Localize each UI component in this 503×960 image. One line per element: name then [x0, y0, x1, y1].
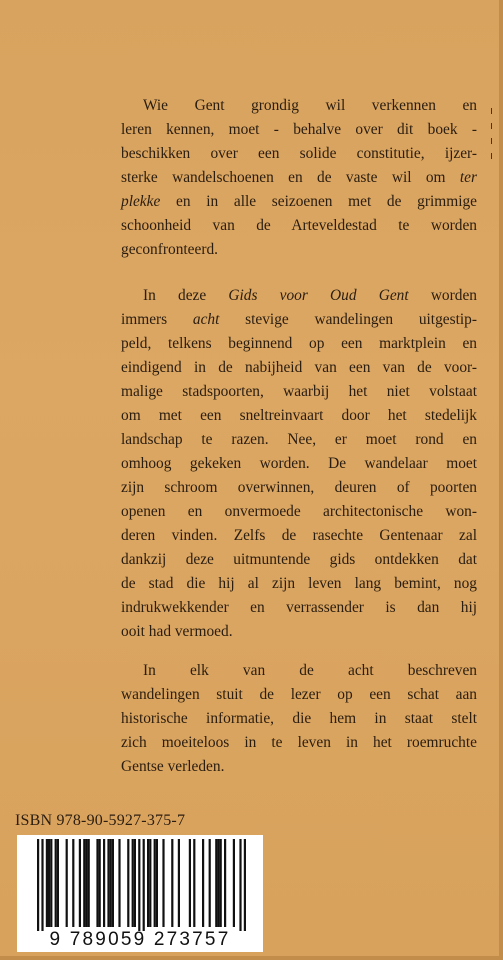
barcode-bar	[233, 839, 235, 927]
barcode-bar	[154, 839, 156, 927]
blurb-line: geconfronteerd.	[121, 241, 218, 258]
blurb-line: deren vinden. Zelfs de rasechte Gentenaar zal	[121, 527, 477, 544]
barcode-bar	[85, 839, 87, 927]
cover-edge-right	[499, 0, 503, 960]
barcode-bar	[239, 839, 241, 931]
isbn-label: ISBN 978-90-5927-375-7	[15, 812, 186, 829]
barcode-bar	[143, 839, 145, 931]
barcode-bar	[41, 839, 43, 931]
barcode-bar	[217, 839, 219, 927]
barcode-bar	[57, 839, 59, 927]
blurb-line: ooit had vermoed.	[121, 623, 233, 640]
barcode-bar	[156, 839, 158, 927]
blurb-line: wandelingen stuit de lezer op een schat aan	[121, 686, 477, 703]
blurb-text: sterke wandelschoenen en de vaste wil om	[121, 169, 446, 186]
blurb-line: Wie Gent grondig wil verkennen en	[143, 97, 477, 114]
blurb-text: en in alle seizoenen met de grimmige	[176, 193, 477, 210]
blurb-line: zich moeiteloos in te leven in het roemruchte	[121, 734, 477, 751]
blurb-text: immers	[121, 311, 168, 328]
blurb-line: schoonheid van de Arteveldestad te worden	[121, 217, 477, 234]
blurb-line: dankzij deze uitmuntende gids ontdekken dat	[121, 551, 477, 568]
blurb-text: stevige wandelingen uitgestip-	[245, 311, 477, 328]
blurb-line: historische informatie, die hem in staat stelt	[121, 710, 477, 727]
barcode-bar	[178, 839, 180, 927]
barcode-bar	[46, 839, 48, 927]
barcode-bar	[110, 839, 112, 927]
barcode-bar	[171, 839, 173, 927]
spine-tick-marks	[490, 108, 494, 168]
blurb-line	[121, 308, 477, 332]
blurb-line: malige stadspoorten, waarbij het niet volstaat	[121, 383, 477, 400]
blurb-paragraph-3	[121, 659, 477, 779]
barcode-bar	[134, 839, 136, 927]
barcode-bar	[162, 839, 164, 927]
barcode-bar	[72, 839, 74, 927]
barcode-bar	[37, 839, 39, 931]
blurb-italic-plekke: plekke	[121, 193, 161, 210]
barcode-digits: 9 789059 273757	[49, 929, 231, 950]
barcode-bar	[189, 839, 191, 927]
barcode-bar	[66, 839, 68, 927]
barcode-bar	[112, 839, 114, 927]
blurb-line: Gentse verleden.	[121, 758, 225, 775]
barcode	[17, 835, 263, 952]
blurb-line: eindigend in de nabijheid van een van de voor-	[121, 359, 477, 376]
barcode-bar	[138, 839, 140, 931]
barcode-bar	[215, 839, 217, 927]
barcode-bar	[118, 839, 120, 927]
barcode-bar	[79, 839, 81, 927]
blurb-line: om met een sneltreinvaart door het stedelijk	[121, 407, 477, 424]
blurb-line: openen en onvermoede architectonische won-	[121, 503, 477, 520]
blurb-line: peld, telkens beginnend op een marktplein en	[121, 335, 477, 352]
blurb-line	[121, 284, 477, 308]
blurb-text: worden	[430, 287, 477, 304]
barcode-bar	[202, 839, 204, 927]
barcode-bar	[193, 839, 195, 927]
barcode-bar	[107, 839, 109, 927]
blurb-line: de stad die hij al zijn leven lang bemint, nog	[121, 575, 477, 592]
blurb-line: leren kennen, moet - behalve over dit boek -	[121, 121, 477, 138]
blurb-line: omhoog gekeken worden. De wandelaar moet	[121, 455, 477, 472]
blurb-italic-ter: ter	[459, 169, 477, 186]
cover-edge-bottom	[0, 956, 503, 960]
barcode-bar	[48, 839, 50, 927]
barcode-bar	[244, 839, 246, 931]
barcode-bar	[224, 839, 226, 927]
blurb-line	[121, 166, 477, 190]
barcode-bar	[88, 839, 90, 927]
barcode-bar	[220, 839, 222, 927]
barcode-bar	[209, 839, 211, 927]
barcode-bar	[127, 839, 129, 927]
barcode-bar	[147, 839, 149, 927]
barcode-bars	[17, 835, 263, 931]
blurb-line	[121, 190, 477, 214]
blurb-paragraph-1	[121, 94, 477, 262]
barcode-bar	[83, 839, 85, 927]
blurb-line: zijn schroom overwinnen, deuren of poorten	[121, 479, 477, 496]
blurb-line: indrukwekkender en verrassender is dan hij	[121, 599, 477, 616]
blurb-line: beschikken over een solide constitutie, ijzer-	[121, 145, 477, 162]
barcode-bar	[96, 839, 98, 927]
blurb-italic-acht: acht	[192, 311, 220, 328]
barcode-bar	[149, 839, 151, 927]
barcode-bar	[99, 839, 101, 927]
barcode-bar	[132, 839, 134, 927]
book-title-italic: Gids voor Oud Gent	[228, 287, 409, 304]
blurb-line: landschap te razen. Nee, er moet rond en	[121, 431, 477, 448]
blurb-text: In deze	[143, 287, 207, 304]
barcode-bar	[50, 839, 52, 927]
barcode-bar	[55, 839, 57, 927]
blurb-line: In elk van de acht beschreven	[143, 662, 477, 679]
barcode-bar	[103, 839, 105, 927]
blurb-paragraph-2	[121, 284, 477, 644]
